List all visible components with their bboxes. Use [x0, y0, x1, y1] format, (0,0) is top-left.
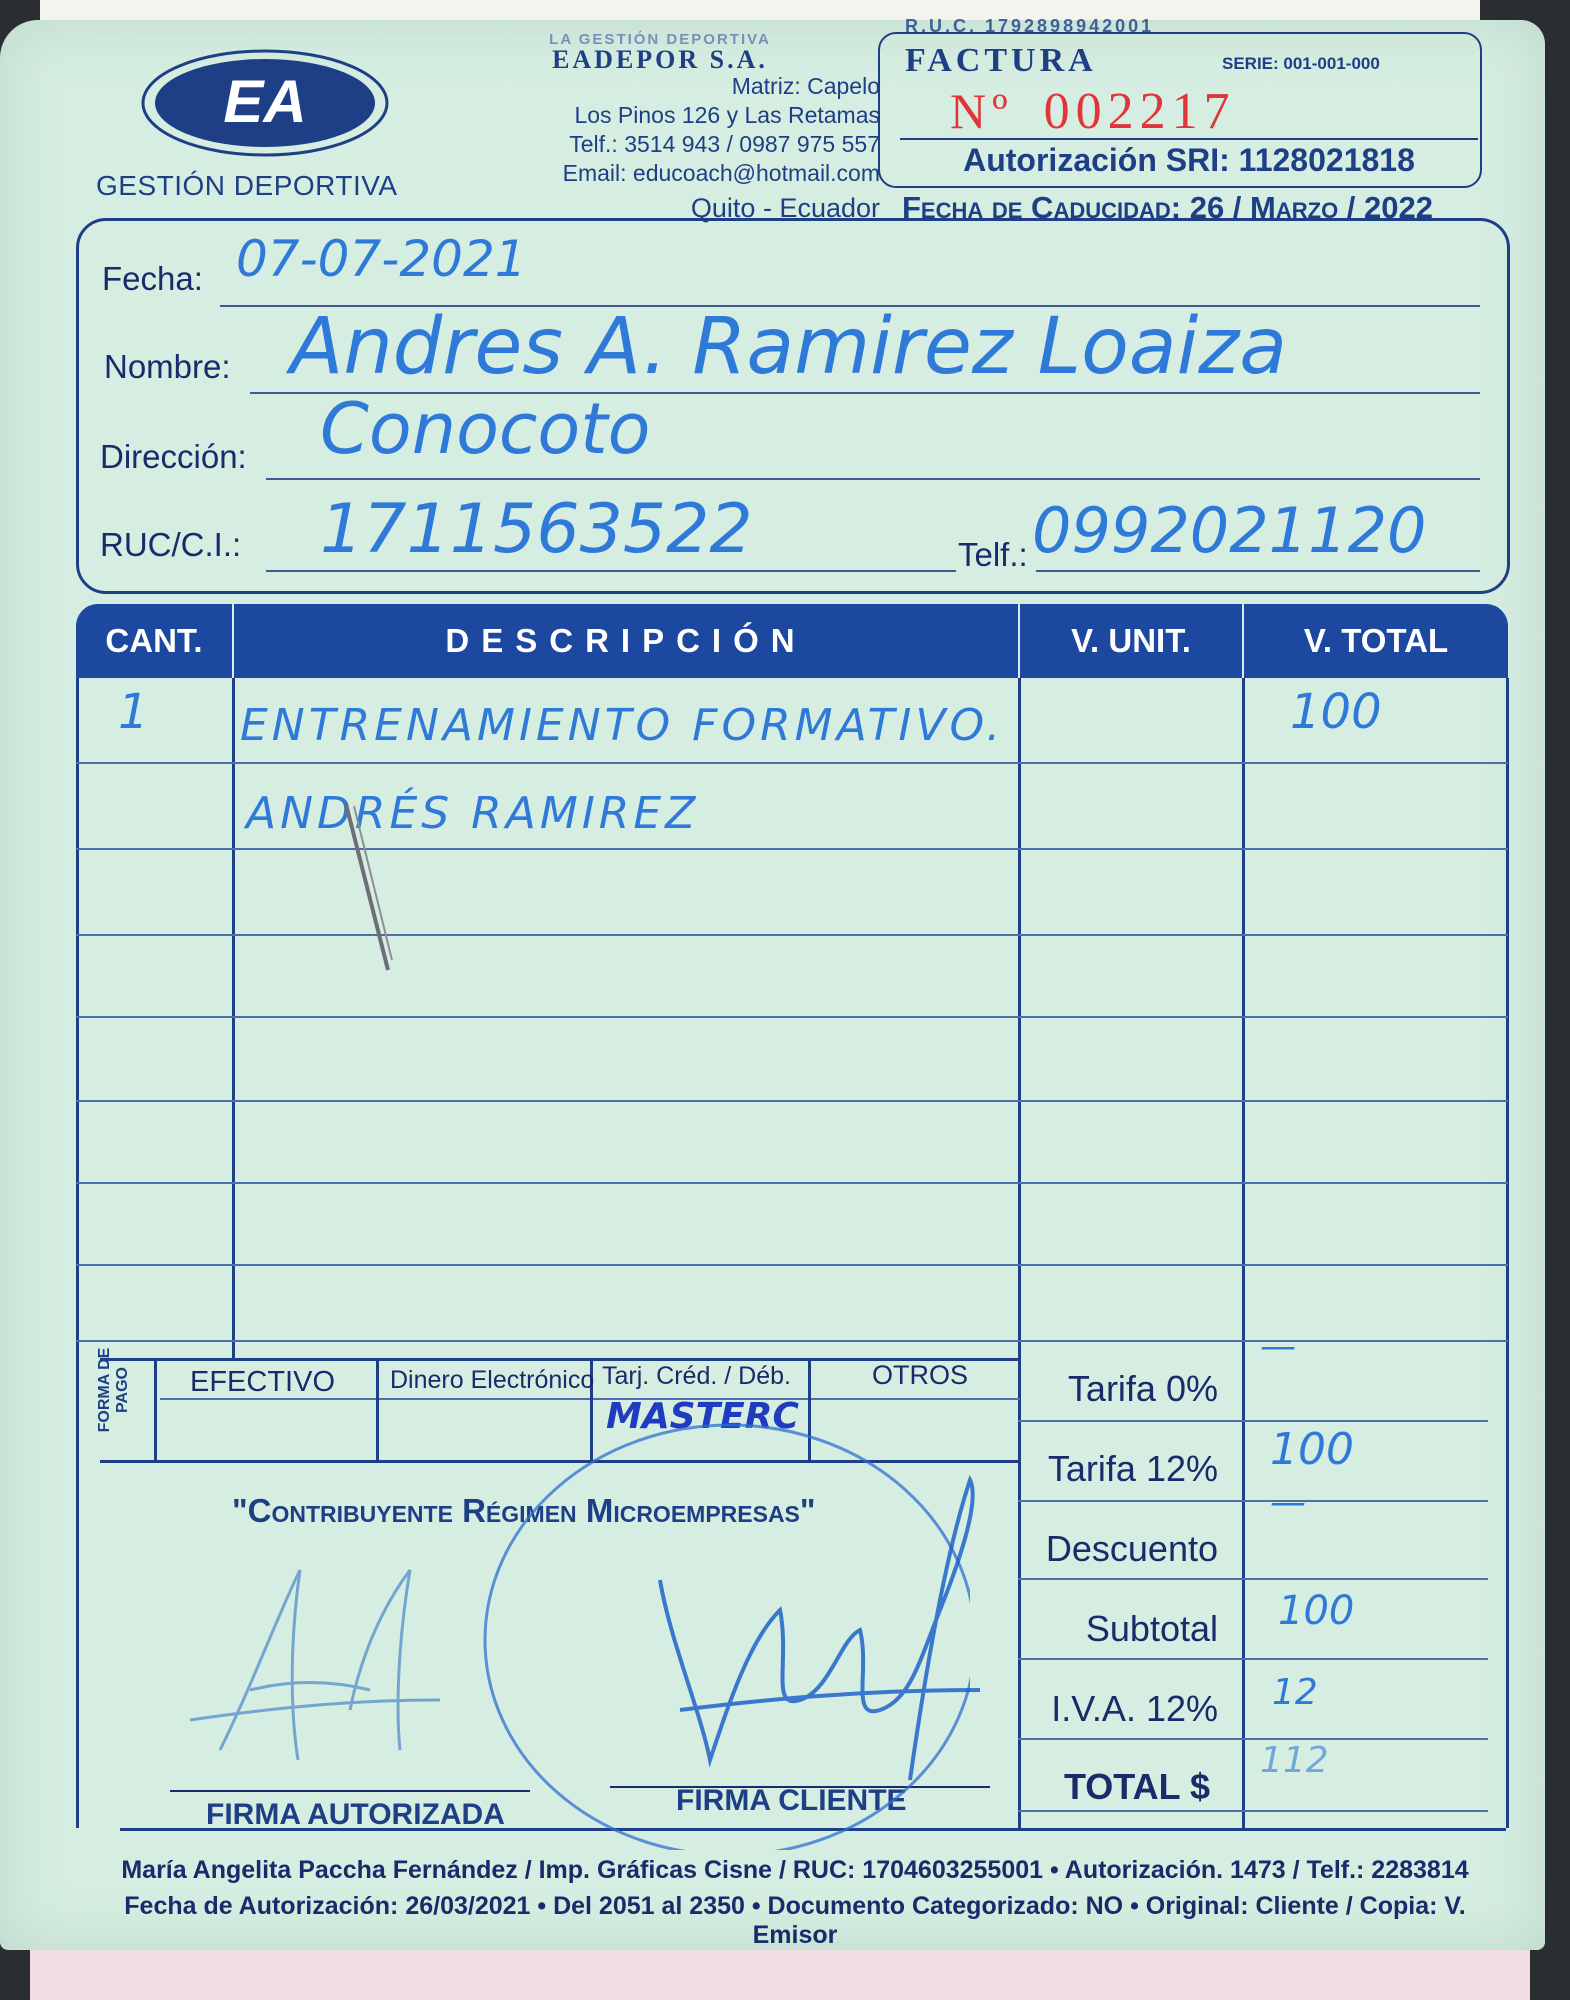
invoice-sheet — [0, 16, 1545, 1950]
authorized-signature — [180, 1550, 480, 1790]
contribuyente-note: "Contribuyente Régimen Microempresas" — [232, 1492, 816, 1529]
fecha-value[interactable]: 07-07-2021 — [236, 230, 527, 288]
row-line — [76, 762, 1508, 764]
header-vunit: V. UNIT. — [1020, 604, 1242, 678]
direccion-label: Dirección: — [100, 438, 247, 475]
totals-line — [1018, 1738, 1488, 1740]
company-email: Email: educoach@hotmail.com — [562, 160, 880, 186]
row-1-vtotal[interactable]: 100 — [1290, 684, 1382, 740]
company-city: Quito - Ecuador — [690, 193, 880, 223]
telf-value[interactable]: 0992021120 — [1032, 494, 1427, 567]
table-col-divider-1 — [232, 678, 235, 1360]
pencil-stroke — [340, 800, 400, 980]
table-col-divider-3 — [1242, 678, 1245, 1828]
footer-printer-info: María Angelita Paccha Fernández / Imp. Gráficas Cisne / RUC: 1704603255001 • Autorización. 1473 / Telf.: 2283814 — [121, 1856, 1469, 1884]
invoice-serie: SERIE: 001-001-000 — [1222, 54, 1380, 73]
total-value-total[interactable]: 112 — [1260, 1740, 1329, 1781]
total-label-iva: I.V.A. 12% — [1051, 1688, 1218, 1729]
company-tagline: LA GESTIÓN DEPORTIVA — [549, 31, 771, 48]
ruc-line — [266, 570, 956, 572]
company-address: Los Pinos 126 y Las Retamas — [574, 102, 880, 128]
firma-autorizada: FIRMA AUTORIZADA — [206, 1798, 505, 1831]
invoice-number — [950, 82, 1236, 141]
company-matriz: Matriz: Capelo — [731, 73, 880, 99]
payment-divider-1 — [376, 1360, 379, 1460]
footer-authorization-info: Fecha de Autorización: 26/03/2021 • Del 2051 al 2350 • Documento Categorizado: NO • Original: Cliente / Copia: V. Emisor — [124, 1892, 1466, 1949]
total-label-descuento: Descuento — [1045, 1528, 1218, 1569]
sri-authorization: Autorización SRI: 1128021818 — [900, 138, 1478, 179]
nombre-value[interactable]: Andres A. Ramirez Loaiza — [290, 302, 1288, 392]
header-cant: CANT. — [76, 604, 232, 678]
client-signature — [640, 1460, 1000, 1800]
company-name: EADEPOR S.A. — [552, 45, 768, 74]
table-border-right — [1506, 678, 1509, 1828]
pay-dinero-electronico: Dinero Electrónico — [390, 1366, 595, 1394]
logo-caption: GESTIÓN DEPORTIVA — [96, 170, 398, 201]
row-line — [76, 1016, 1508, 1018]
totals-line — [1018, 1578, 1488, 1580]
total-value-tarifa0[interactable]: — — [1260, 1326, 1296, 1367]
payment-divider-0 — [154, 1360, 157, 1460]
header-vtotal: V. TOTAL — [1244, 604, 1508, 678]
direccion-line — [266, 478, 1480, 480]
total-label-total: TOTAL $ — [1063, 1766, 1210, 1807]
row-2-desc[interactable]: ANDRÉS RAMIREZ — [246, 788, 700, 839]
total-value-subtotal[interactable]: 100 — [1278, 1588, 1355, 1634]
table-border-left — [76, 678, 79, 1828]
header-descripcion: DESCRIPCIÓN — [234, 604, 1018, 678]
company-phones: Telf.: 3514 943 / 0987 975 557 — [569, 131, 880, 157]
totals-line — [1018, 1420, 1488, 1422]
forma-de-pago-label: FORMA DE PAGO — [96, 1347, 131, 1433]
svg-text:EA: EA — [223, 68, 307, 135]
nombre-label: Nombre: — [104, 348, 231, 385]
total-value-descuento[interactable]: — — [1270, 1482, 1306, 1523]
fecha-label: Fecha: — [102, 260, 203, 297]
row-line — [76, 934, 1508, 936]
total-label-subtotal: Subtotal — [1085, 1608, 1218, 1649]
pay-tarjeta: Tarj. Créd. / Déb. — [602, 1362, 791, 1390]
total-value-iva[interactable]: 12 — [1272, 1672, 1318, 1713]
next-page-edge — [40, 0, 1480, 22]
totals-line — [1018, 1658, 1488, 1660]
pay-card-value[interactable]: MASTERC — [606, 1396, 799, 1437]
row-line — [76, 1264, 1508, 1266]
row-1-cant[interactable]: 1 — [118, 684, 149, 740]
telf-line — [1036, 570, 1480, 572]
pay-efectivo: EFECTIVO — [190, 1366, 336, 1398]
ruc-value[interactable]: 1711563522 — [320, 490, 753, 569]
total-value-tarifa12[interactable]: 100 — [1270, 1424, 1354, 1475]
issuer-ruc: R.U.C. 1792898942001 — [905, 16, 1155, 36]
firma-cliente: FIRMA CLIENTE — [676, 1784, 907, 1817]
expiry-date: Fecha de Caducidad: 26 / Marzo / 2022 — [902, 190, 1433, 225]
table-col-divider-2 — [1018, 678, 1021, 1828]
direccion-value[interactable]: Conocoto — [320, 388, 651, 470]
company-details — [440, 32, 880, 223]
total-label-tarifa12: Tarifa 12% — [1047, 1448, 1218, 1489]
row-line — [76, 848, 1508, 850]
row-1-desc[interactable]: ENTRENAMIENTO FORMATIVO. — [240, 700, 1005, 751]
pay-otros: OTROS — [872, 1360, 969, 1390]
total-label-tarifa0: Tarifa 0% — [1067, 1368, 1218, 1409]
row-line — [76, 1182, 1508, 1184]
telf-label: Telf.: — [958, 536, 1028, 573]
totals-line — [1018, 1810, 1488, 1812]
invoice-title: FACTURA — [905, 42, 1097, 79]
company-logo — [140, 48, 390, 158]
invoice-number-label: Nº — [950, 83, 1014, 139]
totals-line — [1018, 1500, 1488, 1502]
row-line — [76, 1100, 1508, 1102]
invoice-number-value: 002217 — [1043, 83, 1236, 140]
ruc-label: RUC/C.I.: — [100, 526, 242, 563]
